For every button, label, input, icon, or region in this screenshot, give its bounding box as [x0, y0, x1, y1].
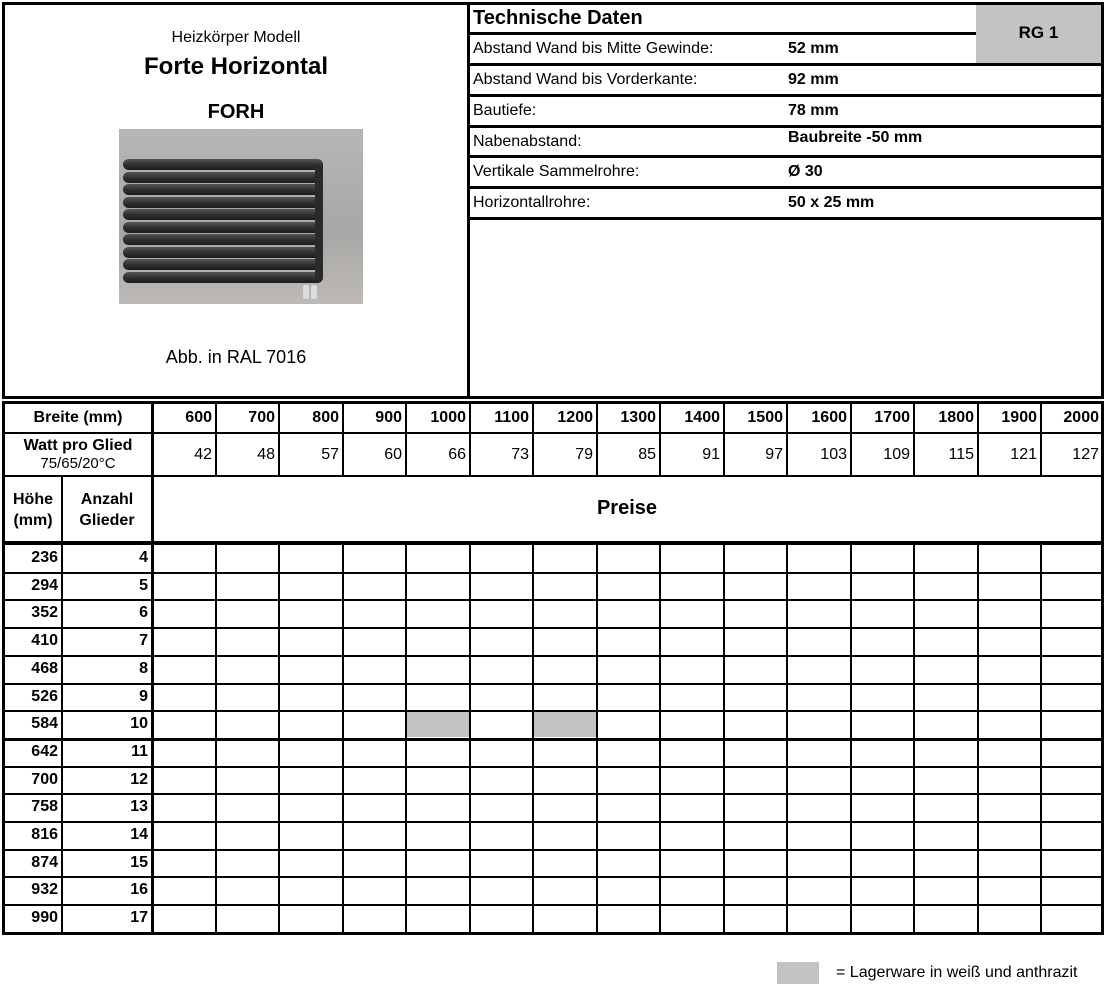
- grid-line: [5, 766, 1101, 768]
- model-name: Forte Horizontal: [144, 53, 328, 80]
- width-cell: 1800: [938, 409, 974, 426]
- grid-line: [405, 544, 407, 934]
- prices-header: Preise: [596, 497, 658, 519]
- grid-line: [659, 404, 661, 476]
- tech-label: Abstand Wand bis Vorderkante:: [473, 71, 698, 88]
- grid-line: [850, 544, 852, 934]
- radiator-tube: [123, 272, 323, 283]
- technical-data-title: Technische Daten: [473, 7, 643, 29]
- tech-divider: [470, 94, 1101, 97]
- width-cell: 2000: [1063, 409, 1099, 426]
- width-cell: 1000: [430, 409, 466, 426]
- grid-line: [850, 404, 852, 476]
- watt-cell: 73: [511, 446, 529, 463]
- watt-header-line2: 75/65/20°C: [40, 455, 116, 472]
- grid-line: [215, 404, 217, 476]
- radiator-collector: [315, 165, 323, 279]
- grid-line: [659, 544, 661, 934]
- grid-line: [5, 821, 1101, 823]
- grid-line: [596, 544, 598, 934]
- width-cell: 1900: [1001, 409, 1037, 426]
- count-header: [63, 476, 151, 541]
- legend-swatch: [777, 962, 819, 984]
- radiator-tube: [123, 184, 323, 195]
- header-block: [2, 2, 1104, 399]
- radiator-tube: [123, 209, 323, 220]
- model-subtitle: Heizkörper Modell: [171, 29, 301, 46]
- technical-data-panel: [470, 5, 1101, 396]
- grid-line: [723, 544, 725, 934]
- grid-line: [5, 738, 1101, 741]
- watt-cell: 60: [384, 446, 402, 463]
- watt-cell: 85: [638, 446, 656, 463]
- grid-line: [5, 599, 1101, 601]
- width-cell: 1600: [811, 409, 847, 426]
- watt-header-line1: Watt pro Glied: [23, 437, 133, 454]
- stock-cell: [407, 712, 469, 737]
- grid-line: [977, 404, 979, 476]
- radiator-photo: [119, 129, 363, 304]
- count-header-line2: Glieder: [79, 512, 135, 529]
- count-cell: 5: [139, 576, 148, 594]
- height-cell: 642: [31, 742, 58, 760]
- tech-label: Bautiefe:: [473, 102, 537, 119]
- count-cell: 4: [139, 549, 148, 566]
- grid-line: [342, 544, 344, 934]
- grid-line: [5, 655, 1101, 657]
- width-cell: 800: [312, 409, 339, 426]
- radiator-tube: [123, 259, 323, 270]
- count-cell: 9: [139, 687, 148, 705]
- radiator-valve: [303, 285, 309, 299]
- grid-line: [5, 904, 1101, 906]
- grid-line: [786, 404, 788, 476]
- watt-cell: 79: [575, 446, 593, 463]
- count-cell: 15: [130, 853, 148, 871]
- grid-line: [278, 404, 280, 476]
- tech-value: 50 x 25 mm: [788, 194, 875, 211]
- grid-line: [977, 544, 979, 934]
- tech-divider: [470, 125, 1101, 128]
- grid-line: [5, 683, 1101, 685]
- grid-line: [278, 544, 280, 934]
- grid-line: [5, 572, 1101, 574]
- tech-divider: [470, 217, 1101, 220]
- height-cell: 468: [31, 659, 58, 677]
- tech-value: Baubreite -50 mm: [788, 129, 923, 146]
- radiator-tube: [123, 172, 323, 183]
- watt-cell: 48: [257, 446, 275, 463]
- height-cell: 932: [31, 881, 58, 899]
- height-cell: 816: [31, 826, 58, 843]
- width-cell: 700: [248, 409, 275, 426]
- count-cell: 10: [130, 715, 148, 733]
- watt-cell: 121: [1010, 446, 1037, 463]
- price-group-badge: RG 1: [976, 5, 1101, 63]
- count-cell: 6: [139, 604, 148, 622]
- height-cell: 294: [31, 576, 58, 594]
- grid-line: [151, 404, 154, 934]
- count-header-line1: Anzahl: [80, 491, 134, 508]
- grid-line: [913, 404, 915, 476]
- grid-line: [5, 849, 1101, 851]
- tech-value: 52 mm: [788, 40, 839, 57]
- height-cell: 236: [31, 549, 58, 566]
- tech-divider: [470, 155, 1101, 158]
- grid-line: [1040, 544, 1042, 934]
- grid-line: [405, 404, 407, 476]
- legend-text: = Lagerware in weiß und anthrazit: [836, 964, 1078, 981]
- grid-line: [5, 541, 1101, 545]
- stock-cell: [534, 712, 596, 737]
- width-cell: 1100: [494, 409, 529, 426]
- height-cell: 584: [31, 715, 58, 733]
- height-cell: 526: [31, 687, 58, 705]
- width-cell: 900: [375, 409, 402, 426]
- grid-line: [723, 404, 725, 476]
- width-cell: 1300: [620, 409, 656, 426]
- grid-line: [5, 627, 1101, 629]
- tech-value: Ø 30: [788, 163, 823, 180]
- grid-line: [913, 544, 915, 934]
- watt-cell: 97: [765, 446, 783, 463]
- photo-caption: Abb. in RAL 7016: [165, 347, 307, 367]
- count-cell: 7: [139, 632, 148, 650]
- height-header-line1: Höhe: [13, 491, 53, 508]
- grid-line: [469, 544, 471, 934]
- grid-line: [532, 404, 534, 476]
- watt-cell: 57: [321, 446, 339, 463]
- tech-divider: [470, 32, 976, 35]
- price-table: [2, 401, 1104, 935]
- watt-cell: 91: [702, 446, 720, 463]
- count-cell: 17: [130, 909, 148, 927]
- count-cell: 12: [130, 770, 148, 788]
- watt-cell: 115: [948, 446, 974, 463]
- grid-line: [215, 544, 217, 934]
- grid-line: [5, 876, 1101, 878]
- tech-value: 78 mm: [788, 102, 839, 119]
- radiator-tube: [123, 159, 323, 170]
- model-panel: [5, 5, 470, 396]
- tech-label: Horizontallrohre:: [473, 194, 591, 211]
- count-cell: 8: [139, 659, 148, 677]
- tech-label: Vertikale Sammelrohre:: [473, 163, 640, 180]
- width-cell: 1200: [557, 409, 593, 426]
- grid-line: [5, 710, 1101, 712]
- watt-cell: 103: [820, 446, 847, 463]
- tech-divider: [470, 186, 1101, 189]
- height-cell: 874: [31, 853, 58, 871]
- radiator-tube: [123, 222, 323, 233]
- height-cell: 410: [31, 632, 58, 650]
- count-cell: 13: [130, 798, 148, 816]
- tech-value: 92 mm: [788, 71, 839, 88]
- width-cell: 1400: [684, 409, 720, 426]
- grid-line: [61, 476, 63, 934]
- count-cell: 16: [130, 881, 148, 899]
- watt-cell: 66: [448, 446, 466, 463]
- height-cell: 700: [31, 770, 58, 788]
- count-cell: 14: [130, 826, 148, 843]
- radiator-tube: [123, 197, 323, 208]
- watt-header: [5, 434, 151, 476]
- grid-line: [786, 544, 788, 934]
- grid-line: [596, 404, 598, 476]
- grid-line: [1040, 404, 1042, 476]
- radiator-tube: [123, 247, 323, 258]
- tech-label: Nabenabstand:: [473, 133, 582, 150]
- breite-header: Breite (mm): [33, 409, 123, 426]
- grid-line: [532, 544, 534, 934]
- watt-cell: 127: [1072, 446, 1099, 463]
- width-cell: 1700: [874, 409, 910, 426]
- radiator-tube: [123, 234, 323, 245]
- count-cell: 11: [131, 742, 148, 760]
- width-cell: 1500: [747, 409, 783, 426]
- grid-line: [5, 793, 1101, 795]
- model-code: FORH: [207, 101, 265, 123]
- grid-line: [469, 404, 471, 476]
- height-cell: 990: [31, 909, 58, 927]
- height-header: [5, 476, 61, 541]
- watt-cell: 42: [194, 446, 212, 463]
- tech-divider: [470, 63, 1101, 66]
- tech-label: Abstand Wand bis Mitte Gewinde:: [473, 40, 714, 57]
- radiator-valve: [311, 285, 317, 299]
- height-cell: 758: [31, 798, 58, 816]
- width-cell: 600: [185, 409, 212, 426]
- watt-cell: 109: [883, 446, 910, 463]
- height-cell: 352: [31, 604, 58, 622]
- grid-line: [342, 404, 344, 476]
- height-header-line2: (mm): [13, 512, 53, 529]
